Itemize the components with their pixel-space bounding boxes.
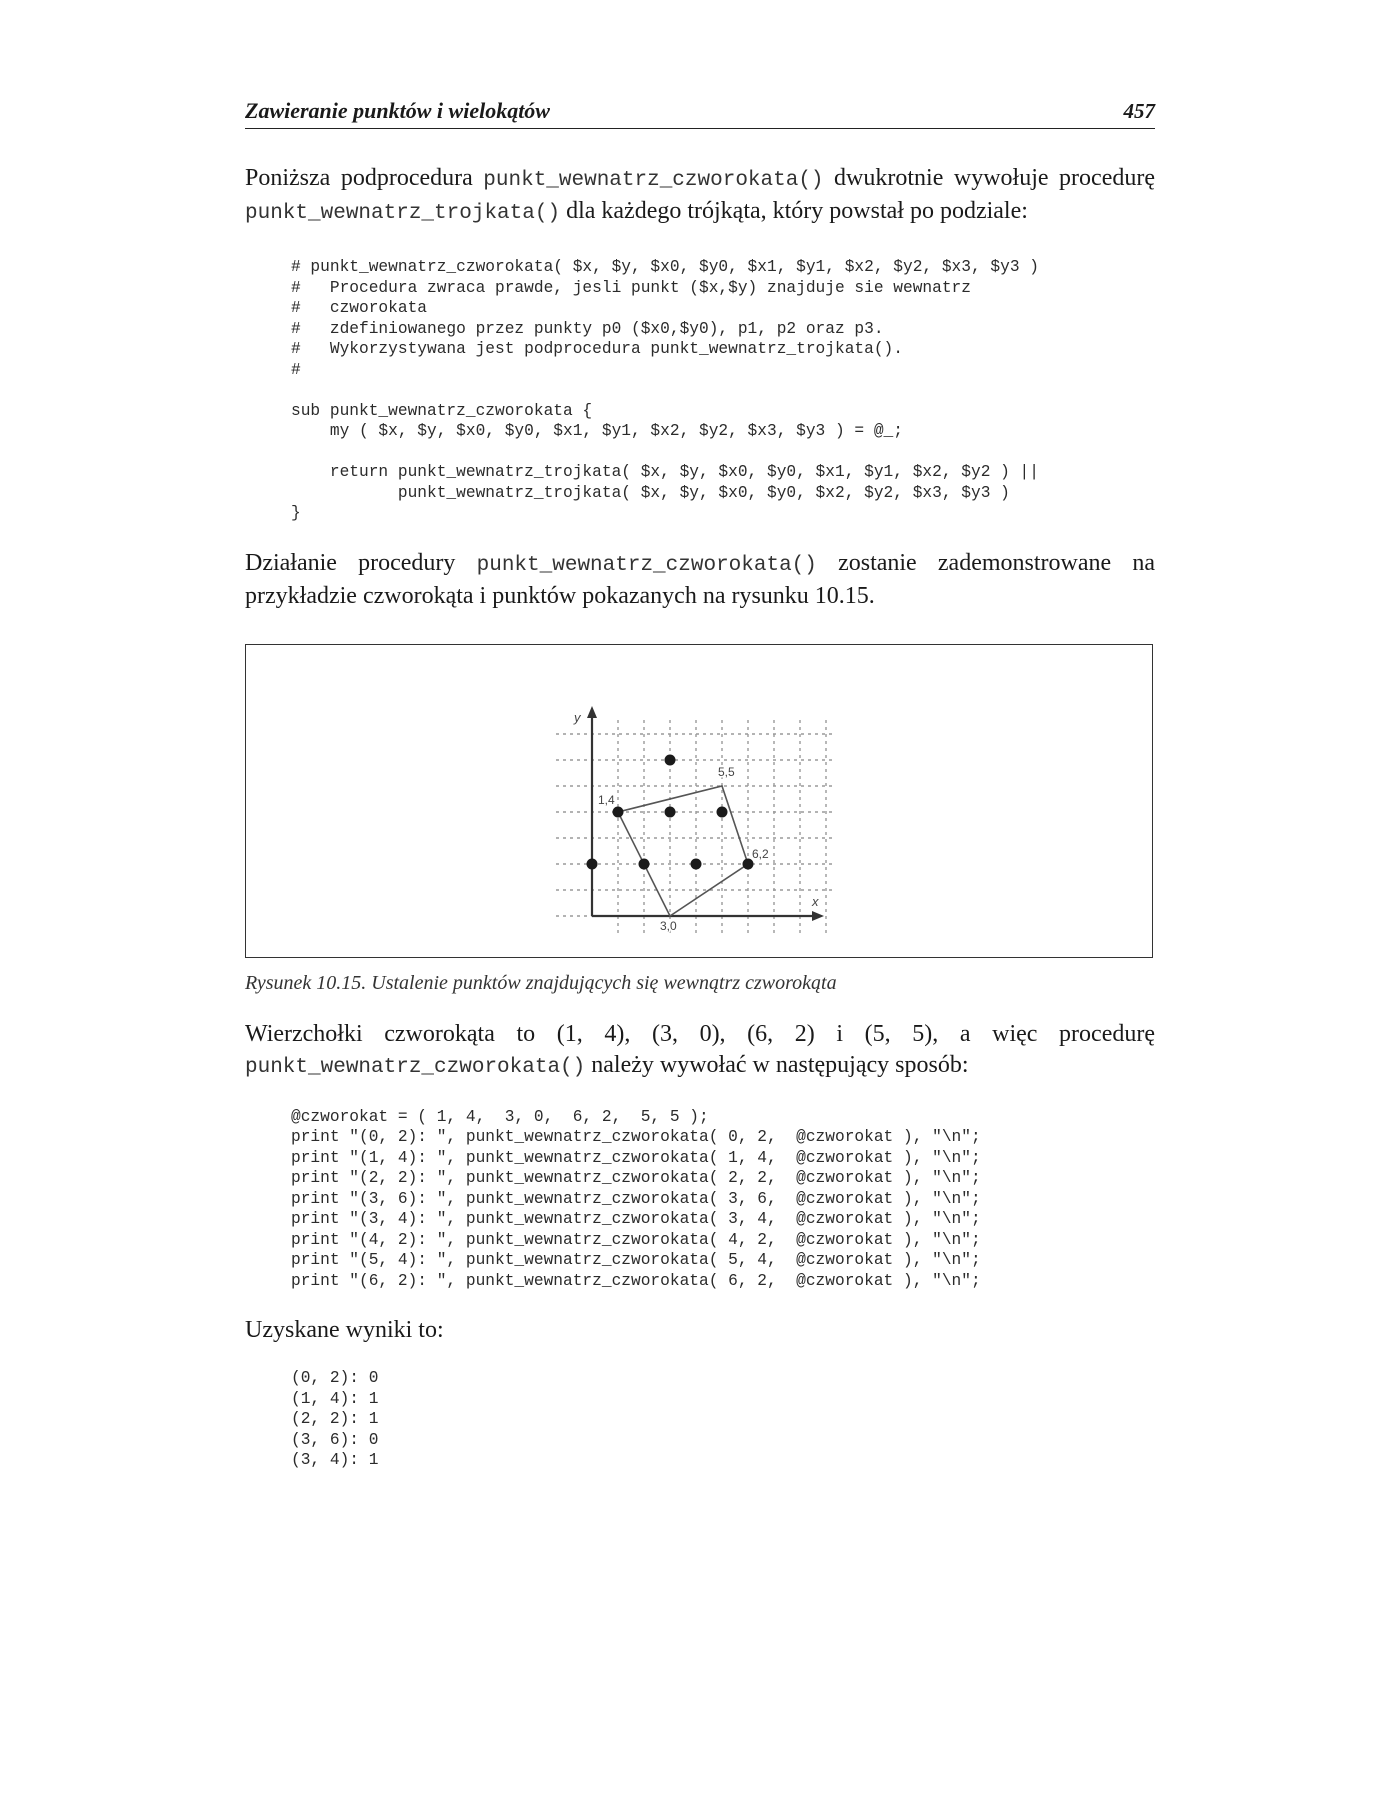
running-title: Zawieranie punktów i wielokątów	[245, 98, 550, 123]
paragraph-text: Wierzchołki czworokąta to (1, 4), (3, 0), (6, 2) i (5, 5), a więc procedurę	[245, 1020, 1155, 1047]
test-point	[613, 806, 624, 817]
test-point	[717, 806, 728, 817]
figure-caption: Rysunek 10.15. Ustalenie punktów znajdujących się wewnątrz czworokąta	[245, 971, 837, 994]
grid	[556, 720, 832, 934]
running-header	[245, 92, 1155, 129]
test-point	[587, 858, 598, 869]
code-listing-output: (0, 2): 0 (1, 4): 1 (2, 2): 1 (3, 6): 0 (3, 4): 1	[291, 1369, 379, 1469]
inline-code: punkt_wewnatrz_trojkata()	[245, 202, 561, 225]
paragraph-vertices	[245, 1019, 1155, 1083]
inline-code: punkt_wewnatrz_czworokata()	[483, 169, 824, 192]
paragraph-text: należy wywołać w następujący sposób:	[585, 1051, 969, 1078]
paragraph-text: Działanie procedury	[245, 549, 477, 576]
x-axis-arrow	[812, 911, 824, 921]
test-point	[665, 754, 676, 765]
code-listing-subroutine: # punkt_wewnatrz_czworokata( $x, $y, $x0, $y0, $x1, $y1, $x2, $y2, $x3, $y3 ) # Procedura zwraca prawde, jesli punkt ($x,$y) znajduje sie wewnatrz # czworokata # zdefiniowanego przez punkty p0 ($x0,$y0), p1, p2 oraz p3. # Wykorzystywana jest podprocedura punkt_wewnatrz_trojkata(). # sub punkt_wewnatrz_czworokata { my ( $x, $y, $x0, $y0, $x1, $y1, $x2, $y2, $x3, $y3 ) = @_; return punkt_wewnatrz_trojkata( $x, $y, $x0, $y0, $x1, $y1, $x2, $y2 ) || punkt_wewnatrz_trojkata( $x, $y, $x0, $y0, $x2, $y2, $x3, $y3 ) }	[291, 258, 1039, 522]
page-number: 457	[1123, 99, 1155, 123]
x-axis-label: x	[812, 893, 819, 909]
paragraph-text: Poniższa podprocedura	[245, 165, 484, 191]
page	[245, 92, 1155, 1471]
quadrilateral	[618, 786, 748, 916]
vertex-label: 6,2	[752, 846, 769, 861]
paragraph-results: Uzyskane wyniki to:	[245, 1317, 444, 1343]
quadrilateral-outline	[618, 786, 748, 916]
quadrilateral-figure	[246, 645, 1152, 957]
inline-code: punkt_wewnatrz_czworokata()	[476, 553, 817, 577]
paragraph-text: zostanie zademonstrowane na przykładzie czworokąta i punktów pokazanych na rysunku 10.15.	[245, 549, 1156, 609]
test-point	[691, 858, 702, 869]
axes	[573, 706, 824, 921]
code-listing-calls: @czworokat = ( 1, 4, 3, 0, 6, 2, 5, 5 ); print "(0, 2): ", punkt_wewnatrz_czworokata( 0, 2, @czworokat ), "\n"; print "(1, 4): ", punkt_wewnatrz_czworokata( 1, 4, @czworokat ), "\n"; print "(2, 2): ", punkt_wewnatrz_czworokata( 2, 2, @czworokat ), "\n"; print "(3, 6): ", punkt_wewnatrz_czworokata( 3, 6, @czworokat ), "\n"; print "(3, 4): ", punkt_wewnatrz_czworokata( 3, 4, @czworokat ), "\n"; print "(4, 2): ", punkt_wewnatrz_czworokata( 4, 2, @czworokat ), "\n"; print "(5, 4): ", punkt_wewnatrz_czworokata( 5, 4, @czworokat ), "\n"; print "(6, 2): ", punkt_wewnatrz_czworokata( 6, 2, @czworokat ), "\n";	[291, 1107, 981, 1290]
vertex-label: 5,5	[718, 764, 735, 779]
paragraph-text: dla każdego trójkąta, który powstał po podziale:	[560, 198, 1028, 224]
y-axis-label: y	[574, 709, 581, 725]
vertex-label: 3,0	[660, 918, 677, 933]
test-point	[639, 858, 650, 869]
paragraph-demo	[245, 548, 1155, 612]
test-point	[665, 806, 676, 817]
paragraph-intro	[245, 163, 1155, 229]
y-axis-arrow	[587, 706, 597, 718]
figure-frame	[245, 644, 1153, 958]
paragraph-text: dwukrotnie wywołuje procedurę	[823, 165, 1155, 191]
vertex-label: 1,4	[598, 792, 615, 807]
inline-code: punkt_wewnatrz_czworokata()	[245, 1055, 586, 1079]
